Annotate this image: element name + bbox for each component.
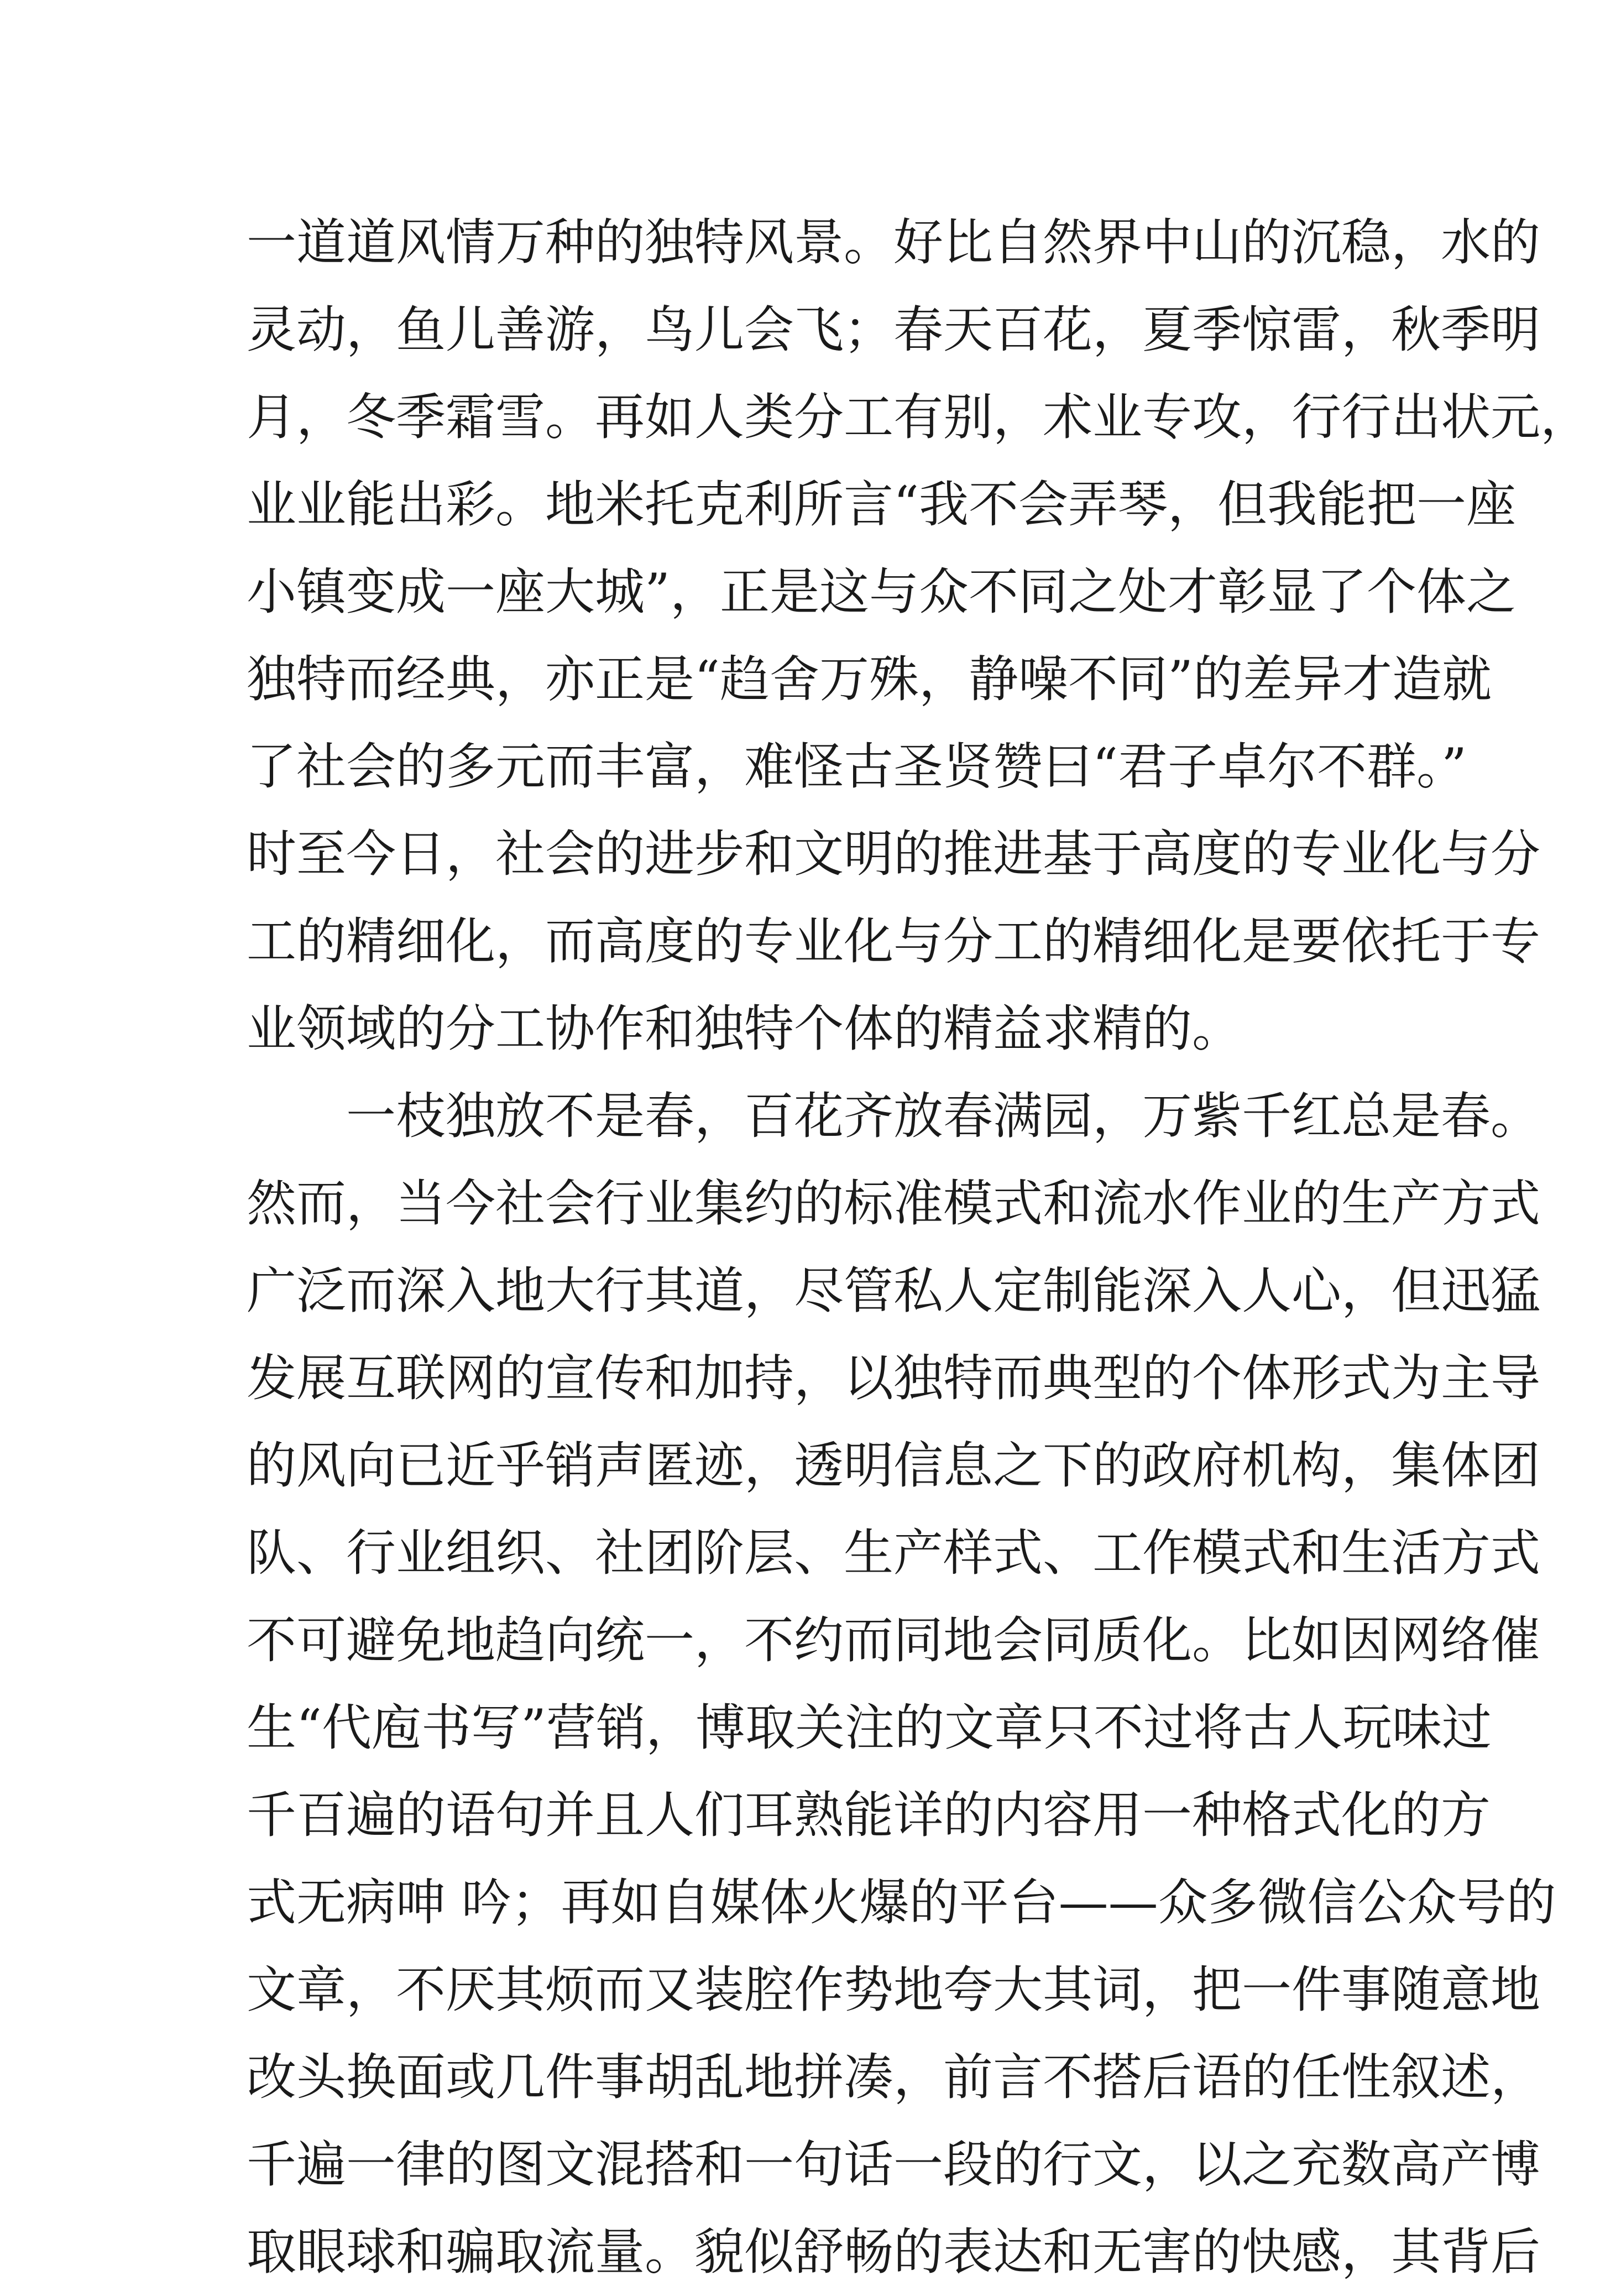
text-line: 时至今日，社会的进步和文明的推进基于高度的专业化与分 bbox=[247, 825, 1540, 883]
text-line: 业业能出彩。地米托克利所言“我不会弄琴，但我能把一座 bbox=[247, 476, 1517, 534]
text-line: 月，冬季霜雪。再如人类分工有别，术业专攻，行行出状元， bbox=[247, 388, 1590, 446]
text-line: 不可避免地趋向统一，不约而同地会同质化。比如因网络催 bbox=[247, 1611, 1540, 1669]
body-text bbox=[247, 199, 1590, 2296]
text-line: 一枝独放不是春，百花齐放春满园，万紫千红总是春。 bbox=[346, 1087, 1540, 1145]
text-line: 业领域的分工协作和独特个体的精益求精的。 bbox=[247, 1000, 1242, 1058]
text-line: 生“代庖书写”营销，博取关注的文章只不过将古人玩味过 bbox=[247, 1699, 1492, 1757]
text-line: 的风向已近乎销声匿迹，透明信息之下的政府机构，集体团 bbox=[247, 1437, 1540, 1495]
text-line: 千遍一律的图文混搭和一句话一段的行文，以之充数高产博 bbox=[247, 2136, 1540, 2194]
text-line: 队、行业组织、社团阶层、生产样式、工作模式和生活方式 bbox=[247, 1524, 1540, 1582]
text-line: 发展互联网的宣传和加持，以独特而典型的个体形式为主导 bbox=[247, 1349, 1540, 1407]
text-line: 文章，不厌其烦而又装腔作势地夸大其词，把一件事随意地 bbox=[247, 1961, 1540, 2019]
text-line: 小镇变成一座大城”，正是这与众不同之处才彰显了个体之 bbox=[247, 563, 1517, 621]
text-line: 式无病呻 吟；再如自媒体火爆的平台——众多微信公众号的 bbox=[247, 1874, 1556, 1932]
text-line: 取眼球和骗取流量。貌似舒畅的表达和无害的快感，其背后 bbox=[247, 2223, 1540, 2281]
text-line: 独特而经典，亦正是“趋舍万殊，静噪不同”的差异才造就 bbox=[247, 650, 1492, 708]
text-line: 改头换面或几件事胡乱地拼凑，前言不搭后语的任性叙述， bbox=[247, 2048, 1540, 2106]
text-line: 广泛而深入地大行其道，尽管私人定制能深入人心，但迅猛 bbox=[247, 1262, 1540, 1320]
text-line: 工的精细化，而高度的专业化与分工的精细化是要依托于专 bbox=[247, 912, 1540, 970]
text-line: 千百遍的语句并且人们耳熟能详的内容用一种格式化的方 bbox=[247, 1786, 1491, 1844]
text-line: 灵动，鱼儿善游，鸟儿会飞；春天百花，夏季惊雷，秋季明 bbox=[247, 301, 1540, 359]
text-line: 一道道风情万种的独特风景。好比自然界中山的沉稳，水的 bbox=[247, 213, 1540, 272]
text-line: 了社会的多元而丰富，难怪古圣贤赞曰“君子卓尔不群。” bbox=[247, 738, 1467, 796]
text-line: 然而，当今社会行业集约的标准模式和流水作业的生产方式 bbox=[247, 1175, 1540, 1233]
